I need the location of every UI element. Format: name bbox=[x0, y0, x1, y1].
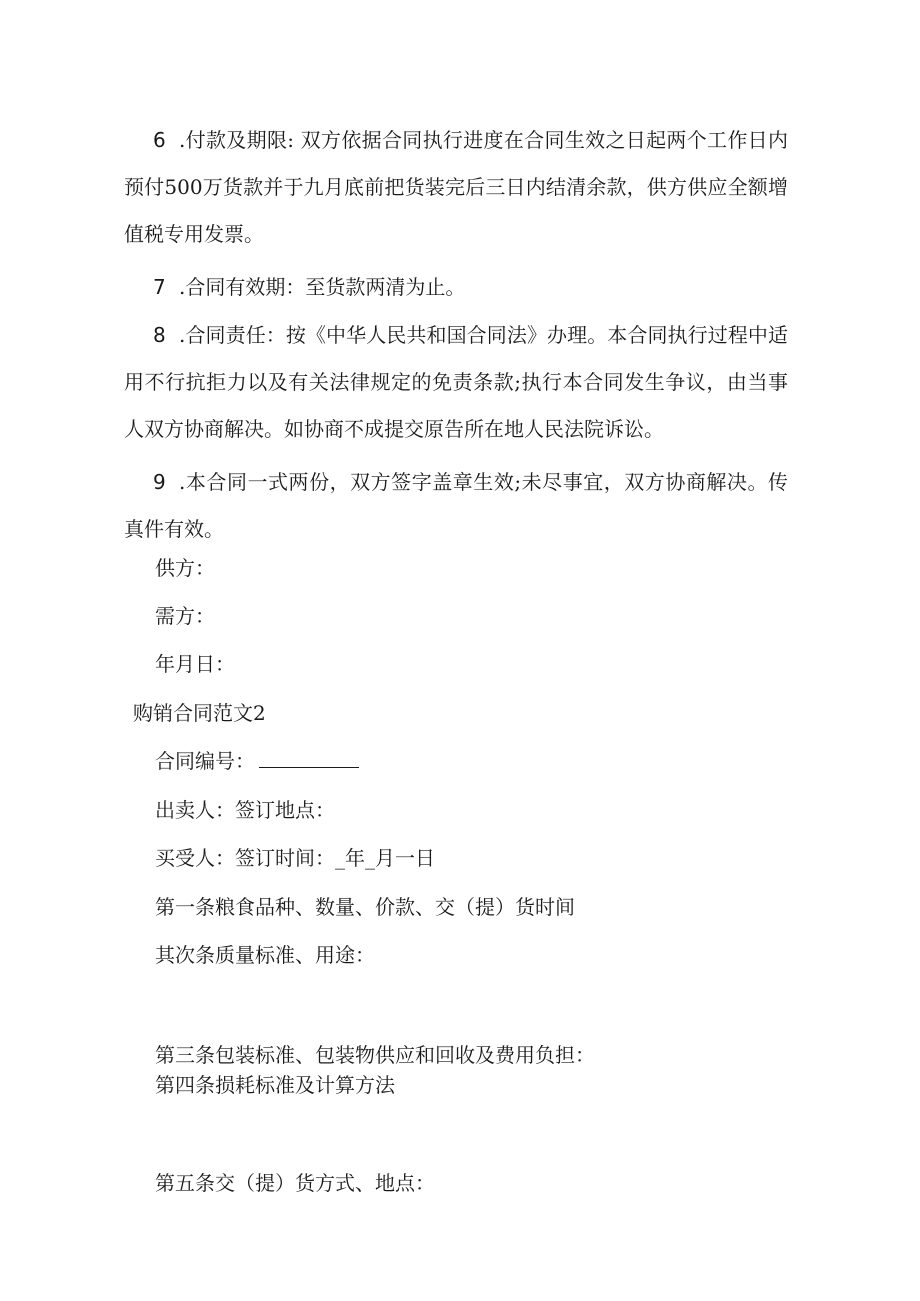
article-1: 第一条粮食品种、数量、价款、交（提）货时间 bbox=[155, 895, 575, 919]
clause-number: 9 bbox=[153, 470, 166, 494]
clause-9 bbox=[124, 459, 788, 553]
clause-number: 7 bbox=[153, 275, 166, 299]
clause-text-line: .本合同一式两份，双方签字盖章生效;未尽事宜，双方协商解决。传 bbox=[179, 470, 788, 494]
article-2: 其次条质量标准、用途： bbox=[155, 943, 375, 967]
article-3: 第三条包装标准、包装物供应和回收及费用负担： bbox=[155, 1043, 595, 1067]
date-label: 年月日： bbox=[155, 652, 235, 676]
clause-text-line: 用不行抗拒力以及有关法律规定的免责条款;执行本合同发生争议，由当事 bbox=[124, 370, 788, 394]
clause-text-line: .合同责任：按《中华人民共和国合同法》办理。本合同执行过程中适 bbox=[179, 323, 788, 347]
contract-number-blank bbox=[259, 749, 359, 768]
clause-8 bbox=[124, 312, 788, 453]
clause-7 bbox=[153, 264, 788, 311]
clause-number: 8 bbox=[153, 323, 166, 347]
article-4: 第四条损耗标准及计算方法 bbox=[155, 1073, 395, 1097]
clause-text-line: .合同有效期：至货款两清为止。 bbox=[179, 275, 466, 299]
clause-text-line: .付款及期限: 双方依据合同执行进度在合同生效之日起两个工作日内 bbox=[179, 128, 788, 152]
contract-number-label: 合同编号： bbox=[155, 749, 255, 773]
clause-text-line: 值税专用发票。 bbox=[124, 222, 264, 246]
clause-number: 6 bbox=[153, 128, 166, 152]
supplier-signature-label: 供方： bbox=[155, 556, 215, 580]
section-title: 购销合同范文2 bbox=[133, 701, 266, 725]
clause-text-line: 真件有效。 bbox=[124, 517, 224, 541]
clause-text-line: 预付500万货款并于九月底前把货装完后三日内结清余款，供方供应全额增 bbox=[124, 175, 788, 199]
article-5: 第五条交（提）货方式、地点： bbox=[155, 1171, 435, 1195]
buyer-signature-label: 需方： bbox=[155, 604, 215, 628]
purchaser-line: 买受人：签订时间：_年_月一日 bbox=[155, 846, 435, 870]
contract-number-line bbox=[155, 748, 359, 774]
clause-6 bbox=[124, 117, 788, 258]
seller-line: 出卖人：签订地点： bbox=[155, 798, 335, 822]
clause-text-line: 人双方协商解决。如协商不成提交原告所在地人民法院诉讼。 bbox=[124, 417, 664, 441]
